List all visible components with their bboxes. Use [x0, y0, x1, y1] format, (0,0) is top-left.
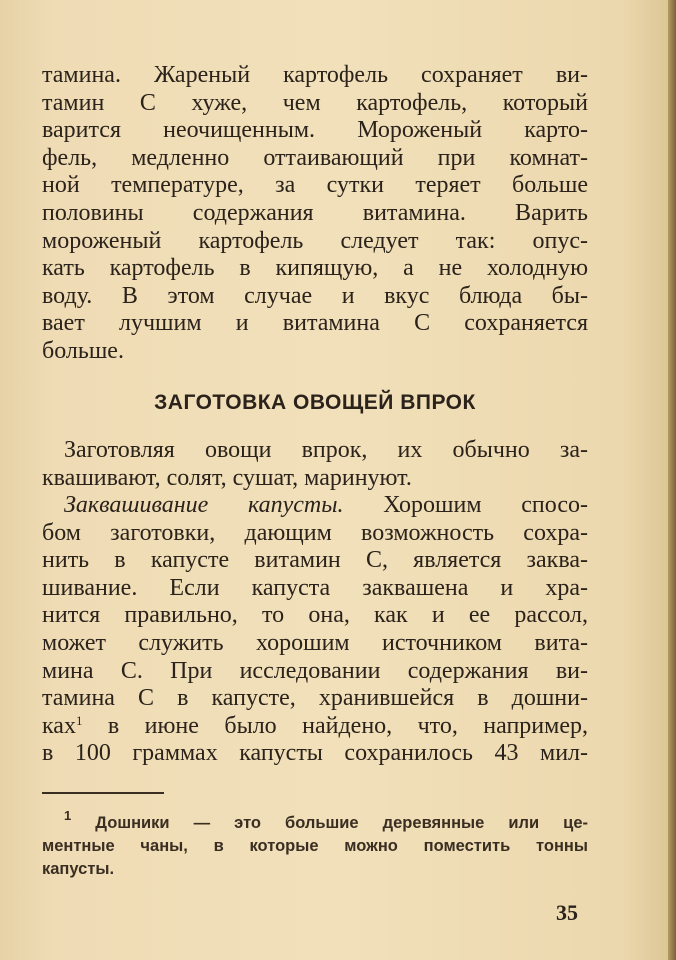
footnote-line: ментные чаны, в которые можно поместить тонны [42, 837, 588, 855]
text-line: в 100 граммах капусты сохранилось 43 мил- [42, 740, 588, 767]
footnote-reference: 1 [75, 712, 83, 728]
subsection-title: Заквашивание капусты. [64, 492, 344, 518]
text-line: тамина. Жареный картофель сохраняет ви- [42, 62, 588, 88]
footnote-line: капусты. [42, 860, 115, 878]
text-fragment: Дошники — это большие деревянные или це- [71, 814, 588, 832]
text-line [42, 713, 588, 741]
page-number: 35 [556, 900, 578, 925]
text-fragment: Хорошим спосо- [343, 492, 588, 518]
text-line: нить в капусте витамин C, является заква- [42, 547, 588, 574]
footnote-marker: 1 [64, 808, 72, 823]
page-edge-shadow [668, 0, 676, 960]
text-line: половины содержания витамина. Варить [42, 199, 588, 226]
text-line: нится правильно, то она, как и ее рассол, [42, 602, 588, 629]
text-line: шивание. Если капуста заквашена и хра- [42, 574, 588, 601]
footnote-line [42, 808, 588, 835]
text-line: тамина C в капусте, хранившейся в дошни- [42, 685, 588, 712]
footnote-divider [42, 792, 164, 794]
paragraph-sauerkraut [42, 492, 588, 768]
text-line: вает лучшим и витамина C сохраняется [42, 310, 588, 337]
text-line: фель, медленно оттаивающий при комнат- [42, 144, 588, 171]
text-line: бом заготовки, дающим возможность сохра- [42, 519, 588, 546]
text-line: больше. [42, 337, 124, 364]
paragraph-intro [42, 437, 588, 492]
paragraph-potato [42, 62, 588, 366]
text-line: ной температуре, за сутки теряет больше [42, 172, 588, 199]
section-heading: ЗАГОТОВКА ОВОЩЕЙ ВПРОК [154, 391, 476, 414]
text-fragment: в июне было найдено, что, например, [82, 712, 588, 739]
text-line: воду. В этом случае и вкус блюда бы- [42, 282, 588, 309]
footnote [42, 808, 588, 881]
text-line: мина C. При исследовании содержания ви- [42, 657, 588, 684]
text-line: варится неочищенным. Мороженый карто- [42, 117, 588, 144]
text-line: квашивают, солят, сушат, маринуют. [42, 464, 412, 491]
text-line: Заготовляя овощи впрок, их обычно за- [64, 437, 588, 463]
text-line [42, 492, 588, 520]
text-line: может служить хорошим источником вита- [42, 629, 588, 656]
text-fragment: ках [42, 712, 76, 739]
text-line: мороженый картофель следует так: опус- [42, 227, 588, 254]
text-line: кать картофель в кипящую, а не холодную [42, 255, 588, 282]
text-line: тамин C хуже, чем картофель, который [42, 89, 588, 116]
